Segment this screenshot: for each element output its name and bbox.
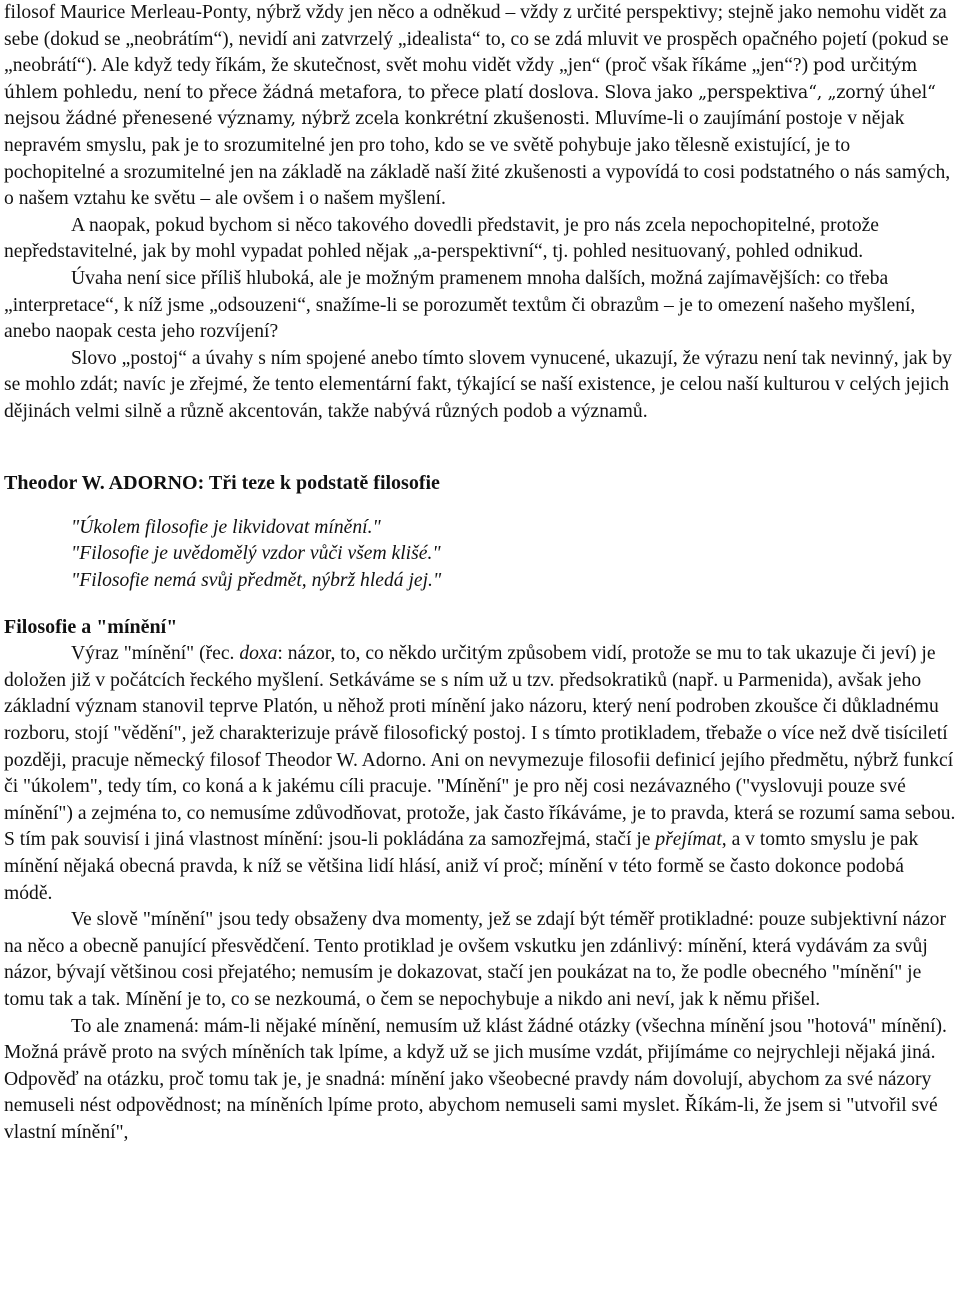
- paragraph-text: Výraz "mínění" (řec.: [71, 643, 240, 665]
- adorno-heading: Theodor W. ADORNO: Tři teze k podstatě filosofie: [4, 471, 440, 494]
- section-heading: Filosofie a "mínění": [4, 616, 178, 639]
- paragraph-text-condensed: pod určitým úhlem pohledu, není to přece žádná metafora, to přece platí doslova. Slova jako „perspektiva“, „zorný úhel“ nejsou žádné přenesené významy, nýbrž zcela konkrétní zkušenosti.: [4, 56, 936, 130]
- thesis-quote: "Filosofie je uvědomělý vzdor vůči všem klišé.": [71, 543, 441, 565]
- adorno-theses: [71, 515, 956, 595]
- term-doxa: doxa: [239, 643, 278, 665]
- paragraph-a-perspective: A naopak, pokud bychom si něco takového dovedli představit, je pro nás zcela nepochopitelné, protože nepředstavitelné, jak by mohl vypadat pohled nějak „a-perspektivní“, tj. pohled nesituovaný, pohled odnikud.: [4, 214, 880, 263]
- spacer: [4, 594, 956, 614]
- paragraph-two-moments: Ve slově "mínění" jsou tedy obsaženy dva momenty, jež se zdají být téměř protikladné: pouze subjektivní názor na něco a obecně panující přesvědčení. Tento protiklad je ovšem vskutku jen zdánlivý: mínění, která vydávám za svůj názor, bývají většinou cosi přejatého; nemusím je dokazovat, stačí jen poukázat na to, že podle obecného "mínění" je tomu tak a tak. Mínění je to, co se nezkoumá, o čem se nepochybuje a nikdo ani neví, jak k němu přišel.: [4, 909, 946, 1010]
- paragraph-no-questions: To ale znamená: mám-li nějaké mínění, nemusím už klást žádné otázky (všechna mínění jsou "hotová" mínění). Možná právě proto na svých míněních tak lpíme, a když už se jich musíme vzdát, přijímáme co nejrychleji nějaká jiná. Odpověď na otázku, proč tomu tak je, je snadná: mínění jako všeobecné pravdy nám dovolují, abychom za své názory nemuseli nést odpovědnost; na míněních lpíme proto, abychom nemuseli sami myslet. Říkám-li, že jsem si "utvořil své vlastní mínění",: [4, 1015, 947, 1143]
- paragraph-doxa: [4, 641, 956, 907]
- paragraph-text: Mluvíme-li o zaujímání postoje v nějak nepravém smyslu, pak je to srozumitelné jen pro toho, kdo se ve světě pohybuje jako tělesně existující, je to pochopitelné a srozumitelné jen na základě na základě naší žité zkušenosti a vypovídá to cosi podstatného o nás samých, o našem vztahu ke světu – ale ovšem i o našem myšlení.: [4, 108, 951, 210]
- paragraph-postoj: Slovo „postoj“ a úvahy s ním spojené anebo tímto slovem vynucené, ukazují, že výrazu není tak nevinný, jak by se mohlo zdát; navíc je zřejmé, že tento elementární fakt, týkající se naší existence, je celou naší kulturou v celých jejich dějinách velmi silně a různě akcentován, takže nabývá různých podob a významů.: [4, 347, 952, 422]
- document-page: [4, 0, 956, 1147]
- thesis-quote: "Úkolem filosofie je likvidovat mínění.": [71, 516, 381, 538]
- paragraph-text: filosof Maurice Merleau-Ponty, nýbrž vždy jen něco a odněkud – vždy z určité perspektivy; stejně jako nemohu vidět za sebe (dokud se „neobrátím“), nevidí ani zatvrzelý „idealista“ to, co se zdá mluvit ve prospěch opačného pojetí (pokud se „neobrátí“). Ale když tedy říkám, že skutečnost, svět mohu vidět vždy „jen“ (proč však říkáme „jen“?): [4, 2, 949, 77]
- spacer: [4, 426, 956, 470]
- paragraph-text: , a v tomto smyslu je pak mínění nějaká obecná pravda, k níž se většina lidí hlásí, aniž ví proč; mínění v této formě se často dokonce podobá módě.: [4, 829, 919, 904]
- thesis-quote: "Filosofie nemá svůj předmět, nýbrž hledá jej.": [71, 569, 442, 591]
- paragraph-perspective: [4, 0, 956, 213]
- paragraph-text: : názor, to, co někdo určitým způsobem vidí, protože se mu to tak ukazuje či jeví) je doložen již v počátcích řeckého myšlení. Setkáváme se s ním už u tzv. předsokratiků (např. u Parmenida), avšak jeho základní význam stanovil teprve Platón, u něhož proti mínění jako názoru, který není podroben zkoušce či důkladnému rozboru, stojí "vědění", jež charakterizuje právě filosofický postoj. I s tímto protikladem, třebaže o více než dvě tisíciletí později, pracuje německý filosof Theodor W. Adorno. Ani on nevymezuje filosofii definicí jejího předmětu, nýbrž funkcí či "úkolem", tedy tím, co koná a k jakému cíli pracuje. "Mínění" je pro něj cosi nezávazného ("vyslovuji pouze své mínění") a zejména to, co nemusíme zdůvodňovat, protože, jak často říkáváme, je to pravda, která se rozumí sama sebou. S tím pak souvisí i jiná vlastnost mínění: jsou-li pokládána za samozřejmá, stačí je: [4, 643, 956, 851]
- term-prejimat: přejímat: [655, 829, 722, 851]
- paragraph-interpretation: Úvaha není sice příliš hluboká, ale je možným pramenem mnoha dalších, možná zajímavějších: co třeba „interpretace“, k níž jsme „odsouzeni“, snažíme-li se porozumět textům či obrazům – je to omezení našeho myšlení, anebo naopak cesta jeho rozvíjení?: [4, 267, 916, 343]
